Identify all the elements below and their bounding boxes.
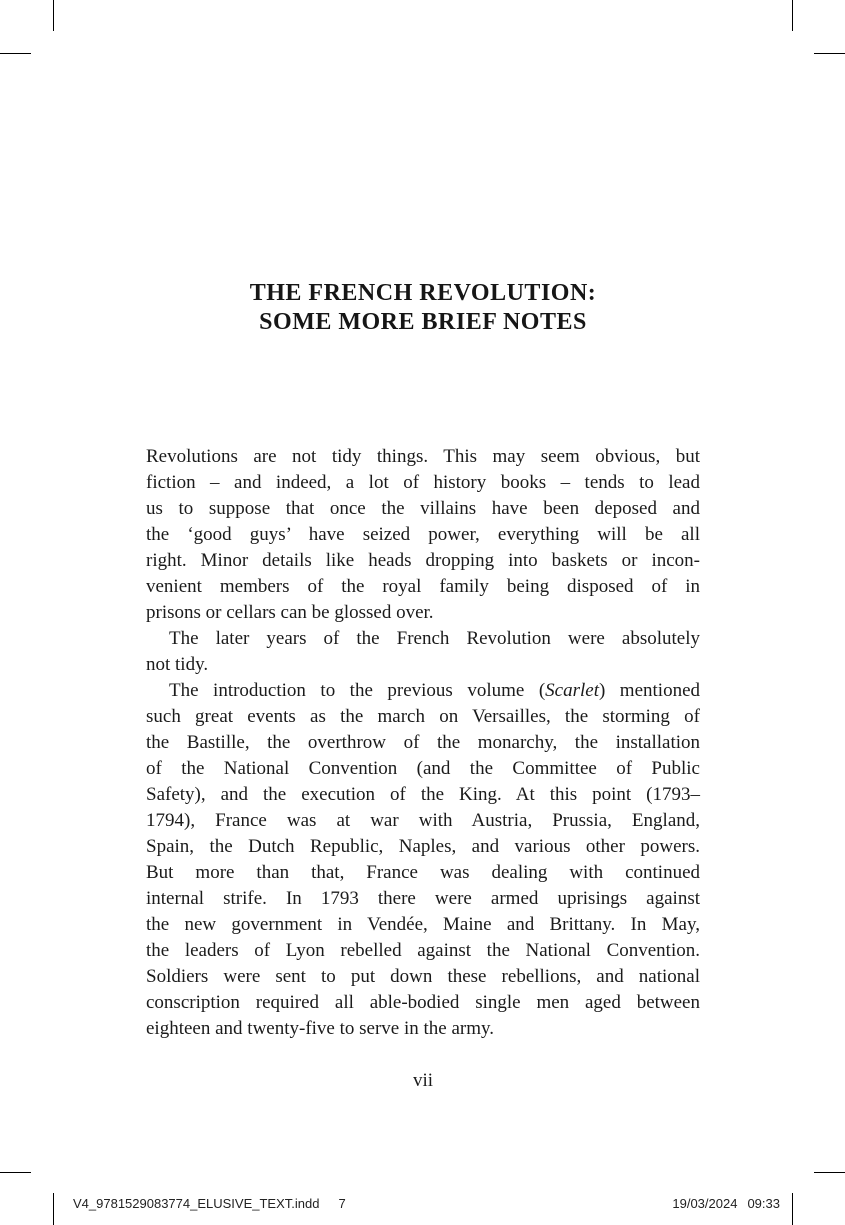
- body-line: right. Minor details like heads dropping into baskets or incon-: [146, 550, 700, 571]
- body-line: the Bastille, the overthrow of the monarchy, the installation: [146, 732, 700, 753]
- body-line: us to suppose that once the villains have been deposed and: [146, 498, 700, 519]
- body-line: the new government in Vendée, Maine and Brittany. In May,: [146, 914, 700, 935]
- footer-time: 09:33: [747, 1196, 780, 1211]
- body-line: eighteen and twenty-five to serve in the army.: [146, 1018, 495, 1039]
- body-line: conscription required all able-bodied single men aged between: [146, 992, 700, 1013]
- crop-mark-bottom-right-horizontal: [814, 1172, 845, 1173]
- chapter-title: [146, 279, 700, 337]
- body-line: The introduction to the previous volume (Scarlet) mentioned: [169, 680, 701, 701]
- footer-filename: V4_9781529083774_ELUSIVE_TEXT.indd: [73, 1196, 320, 1211]
- body-line: of the National Convention (and the Committee of Public: [146, 758, 700, 779]
- crop-mark-bottom-right-vertical: [792, 1193, 793, 1225]
- footer-date: 19/03/2024: [672, 1196, 738, 1211]
- crop-mark-bottom-left-horizontal: [0, 1172, 31, 1173]
- footer-page-ref: 7: [338, 1196, 346, 1211]
- crop-mark-top-right-horizontal: [814, 53, 845, 54]
- crop-mark-bottom-left-vertical: [53, 1193, 54, 1225]
- body-line: not tidy.: [146, 654, 209, 675]
- crop-mark-top-right-vertical: [792, 0, 793, 31]
- body-line: such great events as the march on Versailles, the storming of: [146, 706, 700, 727]
- body-line: Safety), and the execution of the King. At this point (1793–: [146, 784, 700, 805]
- chapter-title-line-1: THE FRENCH REVOLUTION:: [249, 280, 597, 306]
- body-line: the leaders of Lyon rebelled against the National Convention.: [146, 940, 700, 961]
- body-line: the ‘good guys’ have seized power, everything will be all: [146, 524, 700, 545]
- body-line: fiction – and indeed, a lot of history books – tends to lead: [146, 472, 700, 493]
- footer-slug: [73, 1196, 346, 1211]
- body-line: venient members of the royal family being disposed of in: [146, 576, 700, 597]
- body-line: prisons or cellars can be glossed over.: [146, 602, 434, 623]
- body-line: The later years of the French Revolution were absolutely: [169, 628, 700, 649]
- body-line: internal strife. In 1793 there were armed uprisings against: [146, 888, 700, 909]
- chapter-title-line-2: SOME MORE BRIEF NOTES: [259, 309, 587, 335]
- body-text: [146, 444, 700, 1042]
- crop-mark-top-left-vertical: [53, 0, 54, 31]
- body-line: Spain, the Dutch Republic, Naples, and various other powers.: [146, 836, 700, 857]
- body-line: Soldiers were sent to put down these rebellions, and national: [146, 966, 700, 987]
- crop-mark-top-left-horizontal: [0, 53, 31, 54]
- body-line: But more than that, France was dealing with continued: [146, 862, 700, 883]
- body-line: 1794), France was at war with Austria, Prussia, England,: [146, 810, 700, 831]
- page-number: vii: [412, 1070, 434, 1091]
- footer-datetime: [672, 1196, 780, 1211]
- body-line: Revolutions are not tidy things. This may seem obvious, but: [146, 446, 700, 467]
